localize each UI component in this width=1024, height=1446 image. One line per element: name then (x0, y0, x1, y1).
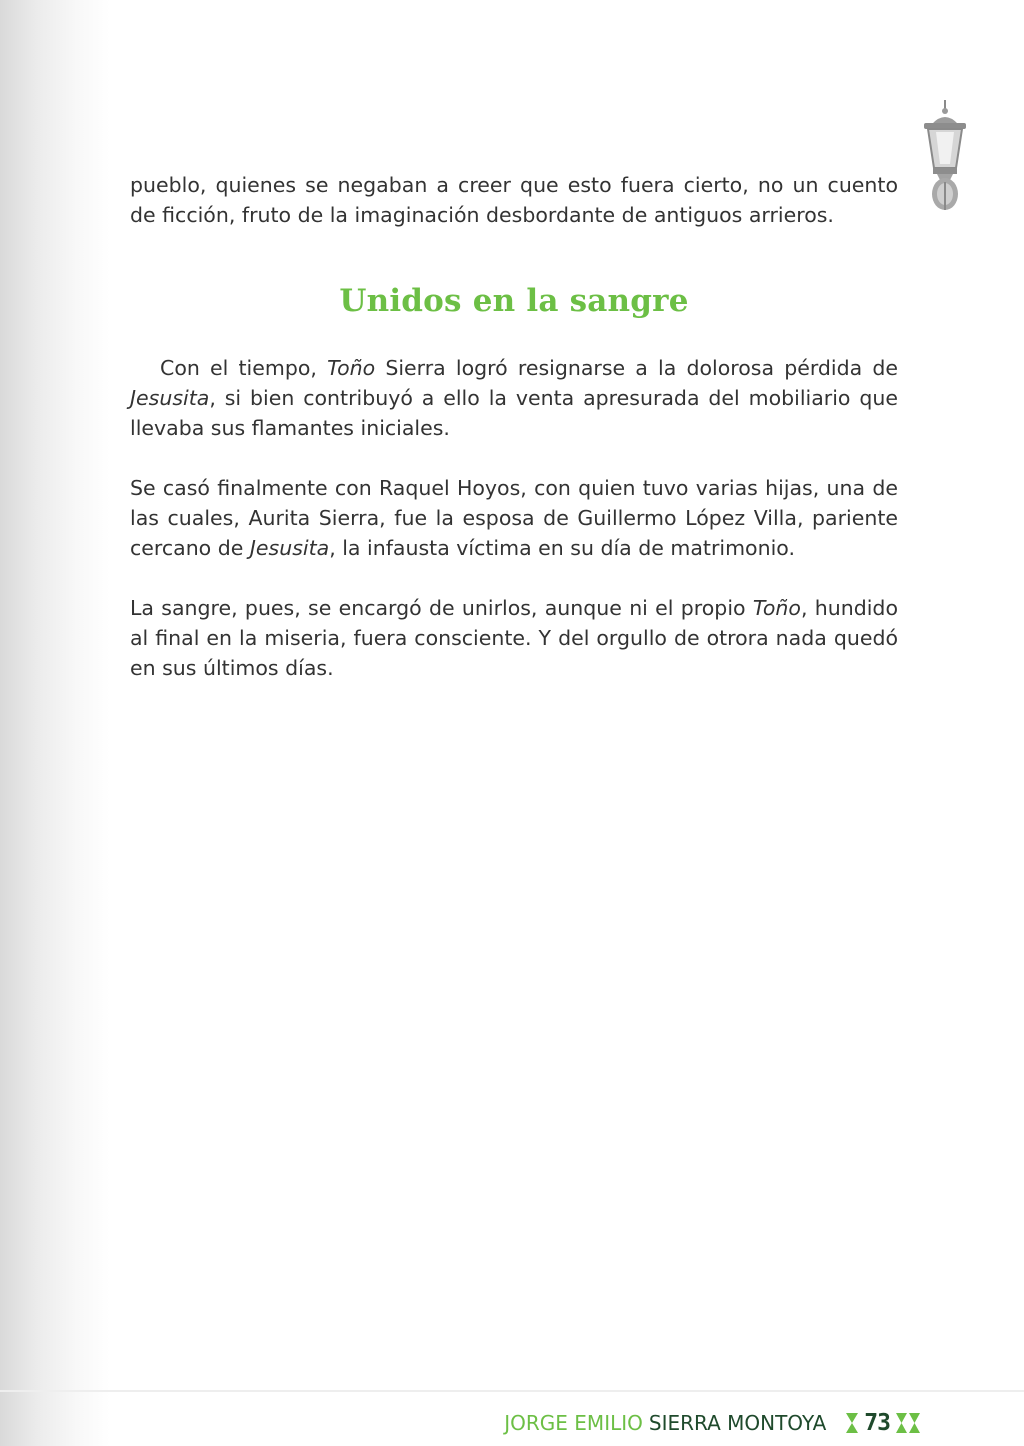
page-spine-shadow (0, 0, 110, 1446)
section-title: Unidos en la sangre (339, 283, 689, 319)
paragraph-continued: pueblo, quienes se negaban a creer que esto fuera cierto, no un cuento de ficción, fruto de la imaginación desbordante de antiguos arrieros. (130, 173, 898, 227)
street-lamp-icon (918, 98, 972, 216)
hourglass-icon (896, 1413, 920, 1433)
author-first-name: JORGE EMILIO (504, 1411, 643, 1435)
author-last-name: SIERRA MONTOYA (648, 1411, 827, 1435)
hourglass-icon (846, 1413, 858, 1433)
page-body (130, 170, 898, 683)
paragraph-3: La sangre, pues, se encargó de unirlos, aunque ni el propio Toño, hundido al final en la miseria, fuera consciente. Y del orgullo de otrora nada quedó en sus últimos días. (130, 596, 898, 680)
paragraph-1: Con el tiempo, Toño Sierra logró resignarse a la dolorosa pérdida de Jesusita, si bien contribuyó a ello la venta apresurada del mobiliario que llevaba sus flamantes iniciales. (130, 356, 899, 440)
footer-divider (0, 1390, 1024, 1392)
page-footer (504, 1408, 920, 1438)
page-number: 73 (864, 1410, 890, 1436)
paragraph-2: Se casó finalmente con Raquel Hoyos, con quien tuvo varias hijas, una de las cuales, Aurita Sierra, fue la esposa de Guillermo López Villa, pariente cercano de Jesusita, la infausta víctima en su día de matrimonio. (130, 476, 898, 560)
